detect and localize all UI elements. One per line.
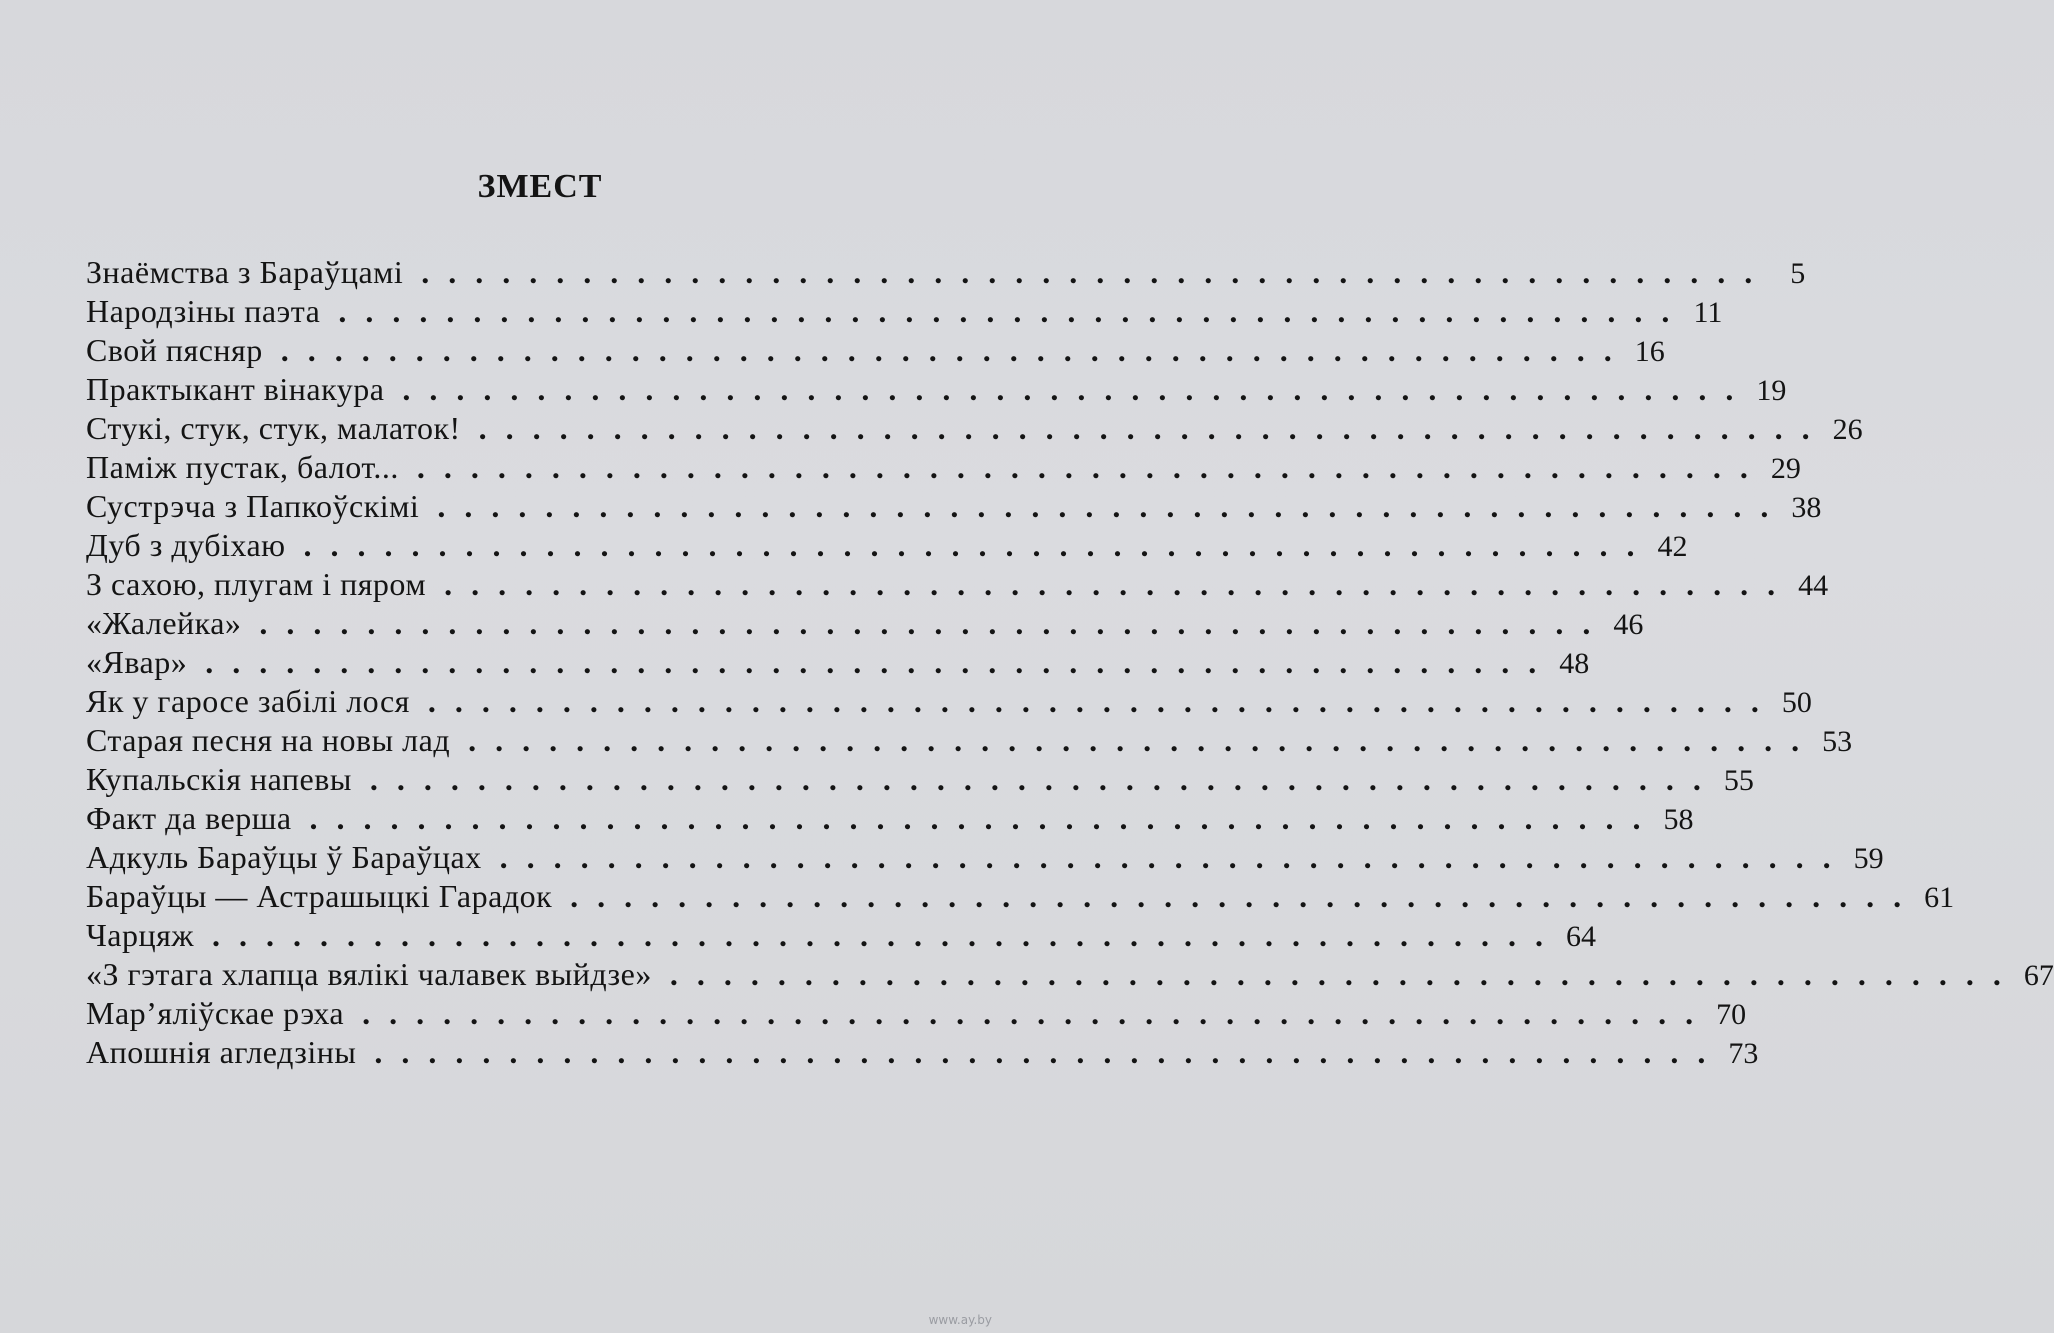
leader-dots: .................................................. bbox=[416, 449, 1767, 485]
toc-entry-title: Свой пясняр bbox=[86, 332, 263, 368]
toc-entry bbox=[86, 292, 1723, 331]
toc-entry bbox=[86, 721, 1853, 760]
toc-entry-page: 58 bbox=[1663, 803, 1694, 836]
toc-entry bbox=[86, 409, 1863, 448]
toc-entry-page: 11 bbox=[1693, 296, 1723, 329]
toc-entry-page: 64 bbox=[1565, 920, 1596, 953]
toc-entry-page: 46 bbox=[1613, 608, 1644, 641]
toc-entry-page: 44 bbox=[1798, 569, 1829, 602]
leader-dots: .................................................. bbox=[570, 878, 1921, 914]
toc-entry-title: Паміж пустак, балот... bbox=[86, 449, 399, 485]
toc-entry bbox=[86, 877, 1955, 916]
toc-entry-page: 53 bbox=[1822, 725, 1853, 758]
toc-entry-page: 42 bbox=[1657, 530, 1688, 563]
toc-entry bbox=[86, 994, 1747, 1033]
leader-dots: .................................................. bbox=[303, 527, 1654, 563]
leader-dots: .................................................. bbox=[427, 683, 1778, 719]
toc-entry bbox=[86, 955, 2054, 994]
toc-entry-page: 50 bbox=[1781, 686, 1812, 719]
leader-dots: .................................................. bbox=[280, 332, 1631, 368]
toc-entry-title: Народзіны паэта bbox=[86, 293, 321, 329]
toc-entry-title: «З гэтага хлапца вялікі чалавек выйдзе» bbox=[86, 956, 652, 992]
leader-dots: .................................................. bbox=[444, 566, 1795, 602]
leader-dots: .................................................. bbox=[338, 293, 1689, 329]
toc-entry bbox=[86, 916, 1596, 955]
leader-dots: .................................................. bbox=[669, 956, 2020, 992]
leader-dots: .................................................. bbox=[259, 605, 1610, 641]
toc-entry bbox=[86, 526, 1688, 565]
toc-entry-page: 61 bbox=[1924, 881, 1955, 914]
toc-entry bbox=[86, 565, 1829, 604]
toc-entry-page: 16 bbox=[1634, 335, 1665, 368]
toc-entry-title: Бараўцы — Астрашыцкі Гарадок bbox=[86, 878, 553, 914]
toc-entry-page: 67 bbox=[2023, 959, 2054, 992]
leader-dots: .................................................. bbox=[369, 761, 1720, 797]
toc-entry-page: 59 bbox=[1853, 842, 1884, 875]
toc-entry bbox=[86, 760, 1754, 799]
leader-dots: .................................................. bbox=[421, 254, 1772, 290]
toc-entry bbox=[86, 799, 1694, 838]
toc-entry bbox=[86, 838, 1884, 877]
leader-dots: .................................................. bbox=[437, 488, 1788, 524]
toc-entry-title: Адкуль Бараўцы ў Бараўцах bbox=[86, 839, 482, 875]
toc-entry-page: 5 bbox=[1790, 257, 1806, 290]
leader-dots: .................................................. bbox=[309, 800, 1660, 836]
leader-dots: .................................................. bbox=[374, 1034, 1725, 1070]
toc-entry bbox=[86, 604, 1644, 643]
leader-dots: .................................................. bbox=[478, 410, 1829, 446]
toc-entry-title: Апошнія агледзіны bbox=[86, 1034, 357, 1070]
toc-entry-title: Купальскія напевы bbox=[86, 761, 352, 797]
watermark: www.ay.by bbox=[928, 1313, 992, 1327]
toc-entry-title: «Жалейка» bbox=[86, 605, 242, 641]
toc-entry-page: 26 bbox=[1832, 413, 1863, 446]
toc-entry-page: 29 bbox=[1770, 452, 1801, 485]
toc-entry bbox=[86, 1033, 1759, 1072]
toc-entry bbox=[86, 643, 1590, 682]
toc-entry-title: З сахою, плугам і пяром bbox=[86, 566, 427, 602]
toc-entry-page: 70 bbox=[1716, 998, 1747, 1031]
toc-entry bbox=[86, 448, 1801, 487]
leader-dots: .................................................. bbox=[211, 917, 1562, 953]
toc-entry bbox=[86, 253, 1806, 292]
toc-entry-title: Чарцяж bbox=[86, 917, 194, 953]
toc-entry-page: 38 bbox=[1791, 491, 1822, 524]
toc-entry-title: Факт да верша bbox=[86, 800, 292, 836]
toc-entry bbox=[86, 331, 1665, 370]
toc-entry-title: Практыкант вінакура bbox=[86, 371, 385, 407]
leader-dots: .................................................. bbox=[205, 644, 1556, 680]
toc-entry-title: Дуб з дубіхаю bbox=[86, 527, 286, 563]
leader-dots: .................................................. bbox=[468, 722, 1819, 758]
contents-heading: ЗМЕСТ bbox=[477, 168, 603, 205]
toc-entry-title: Сустрэча з Папкоўскімі bbox=[86, 488, 420, 524]
toc-entry bbox=[86, 682, 1812, 721]
toc-entry-page: 19 bbox=[1756, 374, 1787, 407]
toc-entry bbox=[86, 370, 1787, 409]
toc-entry-title: Мар’ялiўскае рэха bbox=[86, 995, 345, 1031]
toc-entry bbox=[86, 487, 1822, 526]
toc-entry-title: Як у гаросе забілі лося bbox=[86, 683, 410, 719]
toc-entry-page: 48 bbox=[1559, 647, 1590, 680]
toc-entry-title: Старая песня на новы лад bbox=[86, 722, 451, 758]
leader-dots: .................................................. bbox=[402, 371, 1753, 407]
leader-dots: .................................................. bbox=[499, 839, 1850, 875]
toc-entry-title: Стукі, стук, стук, малаток! bbox=[86, 410, 461, 446]
table-of-contents bbox=[86, 253, 2054, 1072]
toc-entry-page: 55 bbox=[1723, 764, 1754, 797]
leader-dots: .................................................. bbox=[362, 995, 1713, 1031]
toc-entry-title: «Явар» bbox=[86, 644, 188, 680]
toc-entry-page: 73 bbox=[1728, 1037, 1759, 1070]
toc-entry-title: Знаёмства з Бараўцамі bbox=[86, 254, 404, 290]
